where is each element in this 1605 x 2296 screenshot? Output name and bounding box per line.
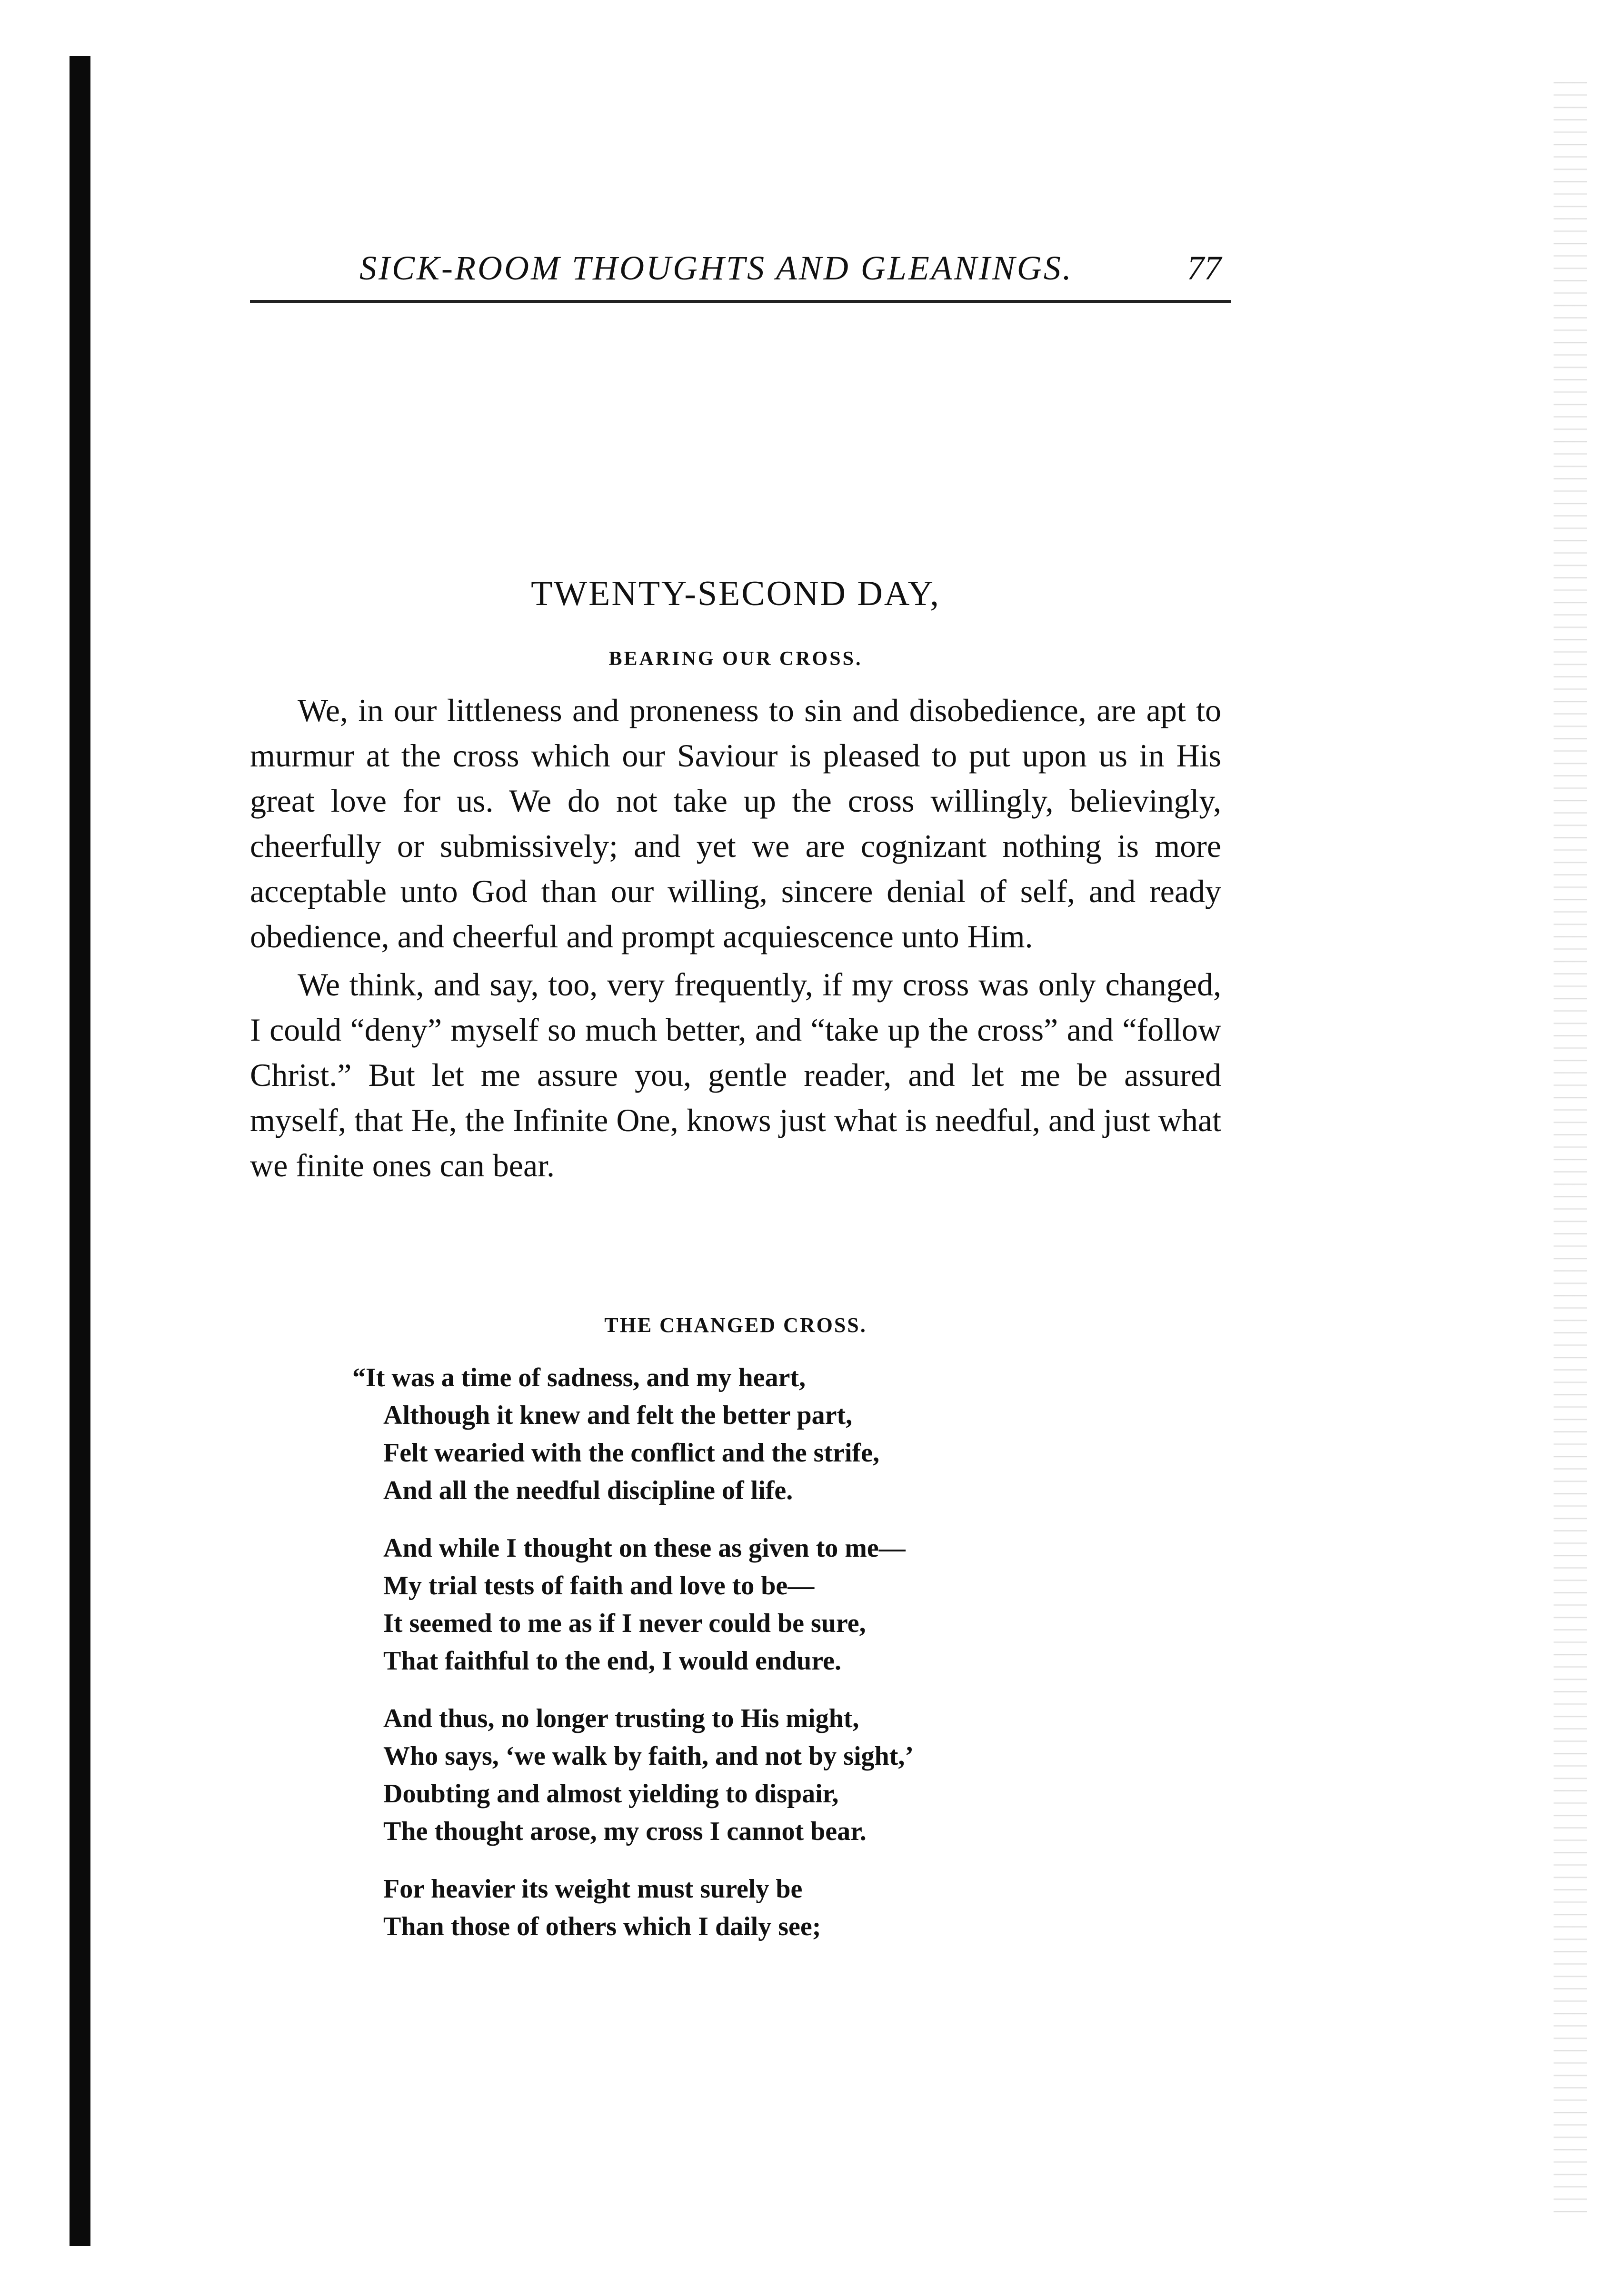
poem-line: And thus, no longer trusting to His might, [383, 1704, 859, 1733]
poem-line: Although it knew and felt the better part, [383, 1401, 853, 1430]
page-edge-specks [1554, 71, 1587, 2214]
poem-line: Felt wearied with the conflict and the strife, [383, 1438, 879, 1468]
poem-line: My trial tests of faith and love to be— [383, 1571, 815, 1600]
section-title: TWENTY-SECOND DAY, [531, 574, 940, 613]
poem-line: Than those of others which I daily see; [383, 1912, 821, 1941]
poem-line: Who says, ‘we walk by faith, and not by sight,’ [383, 1741, 914, 1771]
poem-line: And all the needful discipline of life. [383, 1476, 793, 1505]
page-header [250, 238, 1231, 309]
poem [352, 1359, 1162, 1966]
poem-line: Doubting and almost yielding to dispair, [383, 1779, 839, 1809]
poem-title: THE CHANGED CROSS. [604, 1313, 867, 1337]
poem-stanza [352, 1359, 1162, 1510]
binding-shadow [70, 56, 90, 2246]
running-head: SICK-ROOM THOUGHTS AND GLEANINGS. [359, 249, 1073, 287]
body-text [250, 688, 1221, 1191]
poem-line: For heavier its weight must surely be [383, 1874, 803, 1904]
paragraph: We think, and say, too, very frequently, if my cross was only changed, I could “deny” myself so much better, and “take up the cross” and “follow Christ.” But let me assure you, gentle reader, and let me be assured myself, that He, the Infinite One, knows just what is needful, and just what we finite ones can bear. [250, 966, 1221, 1183]
page-number: 77 [1187, 249, 1221, 287]
poem-line: It seemed to me as if I never could be sure, [383, 1609, 866, 1638]
poem-line: The thought arose, my cross I cannot bear. [383, 1817, 867, 1846]
poem-line: And while I thought on these as given to me— [383, 1533, 906, 1563]
header-rule [250, 300, 1231, 303]
section-subtitle: BEARING OUR CROSS. [608, 648, 863, 670]
paragraph: We, in our littleness and proneness to sin and disobedience, are apt to murmur at the cross which our Saviour is pleased to put upon us in His great love for us. We do not take up the cross willingly, believingly, cheerfully or submissively; and yet we are cognizant nothing is more acceptable unto God than our willing, sincere denial of self, and ready obedience, and cheerful and prompt acquiescence unto Him. [250, 692, 1221, 954]
poem-line: “It was a time of sadness, and my heart, [352, 1363, 806, 1392]
poem-stanza [352, 1870, 1162, 1946]
poem-line: That faithful to the end, I would endure. [383, 1646, 842, 1676]
poem-stanza [352, 1530, 1162, 1680]
poem-stanza [352, 1700, 1162, 1850]
